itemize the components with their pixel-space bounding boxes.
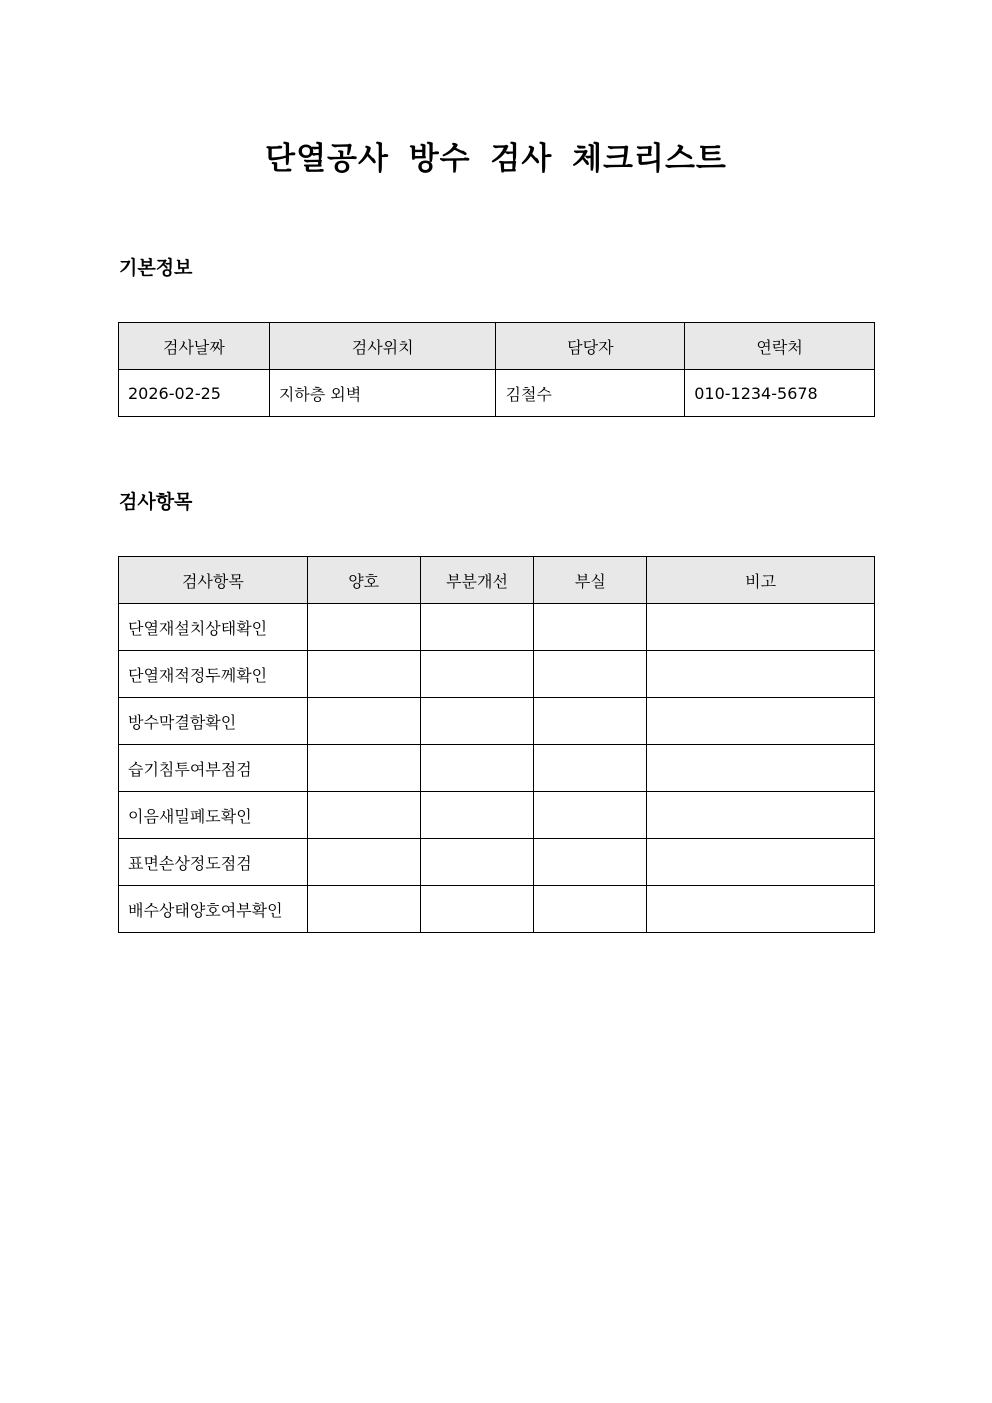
good-cell[interactable]: [307, 745, 420, 792]
header-contact: 연락처: [685, 323, 875, 370]
person-in-charge-value: 김철수: [496, 370, 685, 417]
good-cell[interactable]: [307, 698, 420, 745]
header-person-in-charge: 담당자: [496, 323, 685, 370]
good-cell[interactable]: [307, 839, 420, 886]
good-cell[interactable]: [307, 886, 420, 933]
header-good: 양호: [307, 557, 420, 604]
partial-cell[interactable]: [420, 839, 534, 886]
partial-cell[interactable]: [420, 745, 534, 792]
note-cell[interactable]: [647, 698, 875, 745]
poor-cell[interactable]: [534, 698, 647, 745]
item-label: 단열재설치상태확인: [119, 604, 308, 651]
poor-cell[interactable]: [534, 792, 647, 839]
contact-value: 010-1234-5678: [685, 370, 875, 417]
header-inspection-location: 검사위치: [269, 323, 496, 370]
basic-info-heading: 기본정보: [119, 257, 193, 279]
good-cell[interactable]: [307, 651, 420, 698]
partial-cell[interactable]: [420, 651, 534, 698]
item-label: 표면손상정도점검: [119, 839, 308, 886]
table-row: [119, 745, 875, 792]
inspection-items-heading: 검사항목: [119, 491, 193, 513]
table-row: [119, 698, 875, 745]
good-cell[interactable]: [307, 792, 420, 839]
table-row: [119, 370, 875, 417]
note-cell[interactable]: [647, 604, 875, 651]
basic-info-table: [118, 322, 875, 417]
note-cell[interactable]: [647, 839, 875, 886]
partial-cell[interactable]: [420, 698, 534, 745]
item-label: 방수막결함확인: [119, 698, 308, 745]
table-row: [119, 886, 875, 933]
inspection-items-table: [118, 556, 875, 933]
note-cell[interactable]: [647, 651, 875, 698]
note-cell[interactable]: [647, 792, 875, 839]
item-label: 이음새밀폐도확인: [119, 792, 308, 839]
partial-cell[interactable]: [420, 604, 534, 651]
partial-cell[interactable]: [420, 792, 534, 839]
table-row: [119, 792, 875, 839]
item-label: 습기침투여부점검: [119, 745, 308, 792]
note-cell[interactable]: [647, 886, 875, 933]
poor-cell[interactable]: [534, 886, 647, 933]
poor-cell[interactable]: [534, 745, 647, 792]
document-title: 단열공사 방수 검사 체크리스트: [265, 141, 727, 177]
good-cell[interactable]: [307, 604, 420, 651]
header-note: 비고: [647, 557, 875, 604]
item-label: 배수상태양호여부확인: [119, 886, 308, 933]
header-poor: 부실: [534, 557, 647, 604]
table-row: [119, 839, 875, 886]
poor-cell[interactable]: [534, 651, 647, 698]
partial-cell[interactable]: [420, 886, 534, 933]
table-header-row: [119, 323, 875, 370]
poor-cell[interactable]: [534, 604, 647, 651]
table-row: [119, 604, 875, 651]
inspection-date-value: 2026-02-25: [119, 370, 270, 417]
item-label: 단열재적정두께확인: [119, 651, 308, 698]
header-partial-improvement: 부분개선: [420, 557, 534, 604]
header-item: 검사항목: [119, 557, 308, 604]
header-inspection-date: 검사날짜: [119, 323, 270, 370]
note-cell[interactable]: [647, 745, 875, 792]
table-row: [119, 651, 875, 698]
inspection-location-value: 지하층 외벽: [269, 370, 496, 417]
table-header-row: [119, 557, 875, 604]
poor-cell[interactable]: [534, 839, 647, 886]
